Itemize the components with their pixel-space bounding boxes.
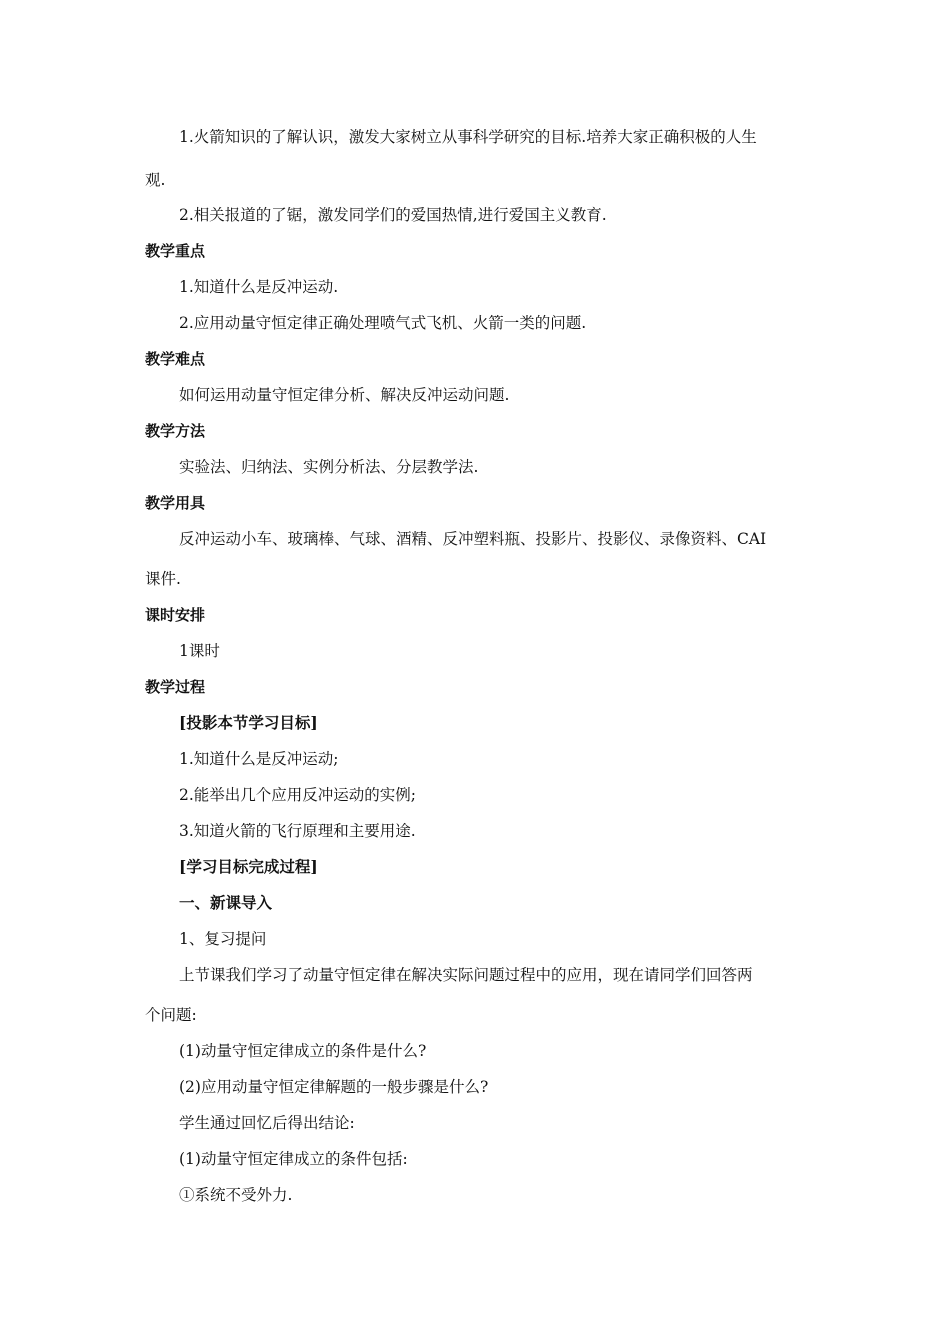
objectives-completion-heading: [学习目标完成过程] xyxy=(179,857,318,876)
review-paragraph-line1: 上节课我们学习了动量守恒定律在解决实际问题过程中的应用，现在请同学们回答两 xyxy=(179,966,753,984)
key-point-2: 2.应用动量守恒定律正确处理喷气式飞机、火箭一类的问题. xyxy=(179,314,587,332)
schedule-heading: 课时安排 xyxy=(145,606,206,624)
question-1: (1)动量守恒定律成立的条件是什么? xyxy=(179,1042,427,1060)
answer-1: (1)动量守恒定律成立的条件包括: xyxy=(179,1150,408,1168)
difficulty-text: 如何运用动量守恒定律分析、解决反冲运动问题. xyxy=(179,386,510,404)
subsection-review-questions: 1、复习提问 xyxy=(179,930,267,948)
key-points-heading: 教学重点 xyxy=(145,242,206,260)
objective-2: 2.能举出几个应用反冲运动的实例; xyxy=(179,786,417,804)
goal-line-1: 1.火箭知识的了解认识，激发大家树立从事科学研究的目标.培养大家正确积极的人生 xyxy=(179,128,757,146)
objective-3: 3.知道火箭的飞行原理和主要用途. xyxy=(179,822,416,840)
projection-objectives-heading: [投影本节学习目标] xyxy=(179,713,318,732)
review-paragraph-line2: 个问题: xyxy=(145,1006,197,1024)
schedule-text: 1课时 xyxy=(179,642,220,660)
question-2: (2)应用动量守恒定律解题的一般步骤是什么? xyxy=(179,1078,489,1096)
goal-line-2: 2.相关报道的了锯，激发同学们的爱国热情,进行爱国主义教育. xyxy=(179,206,607,224)
goal-line-1-wrap: 观. xyxy=(145,171,166,189)
objective-1: 1.知道什么是反冲运动; xyxy=(179,750,339,768)
answer-1-item-1: ①系统不受外力. xyxy=(179,1186,293,1204)
difficulty-heading: 教学难点 xyxy=(145,350,206,368)
tools-heading: 教学用具 xyxy=(145,494,206,512)
methods-heading: 教学方法 xyxy=(145,422,206,440)
tools-text-line2: 课件. xyxy=(145,570,181,588)
key-point-1: 1.知道什么是反冲运动. xyxy=(179,278,339,296)
process-heading: 教学过程 xyxy=(145,678,206,696)
section-new-lesson-intro: 一、新课导入 xyxy=(179,893,273,912)
methods-text: 实验法、归纳法、实例分析法、分层教学法. xyxy=(179,458,479,476)
tools-text-line1: 反冲运动小车、玻璃棒、气球、酒精、反冲塑料瓶、投影片、投影仪、录像资料、CAI xyxy=(179,530,767,548)
answer-intro: 学生通过回忆后得出结论: xyxy=(179,1114,355,1132)
